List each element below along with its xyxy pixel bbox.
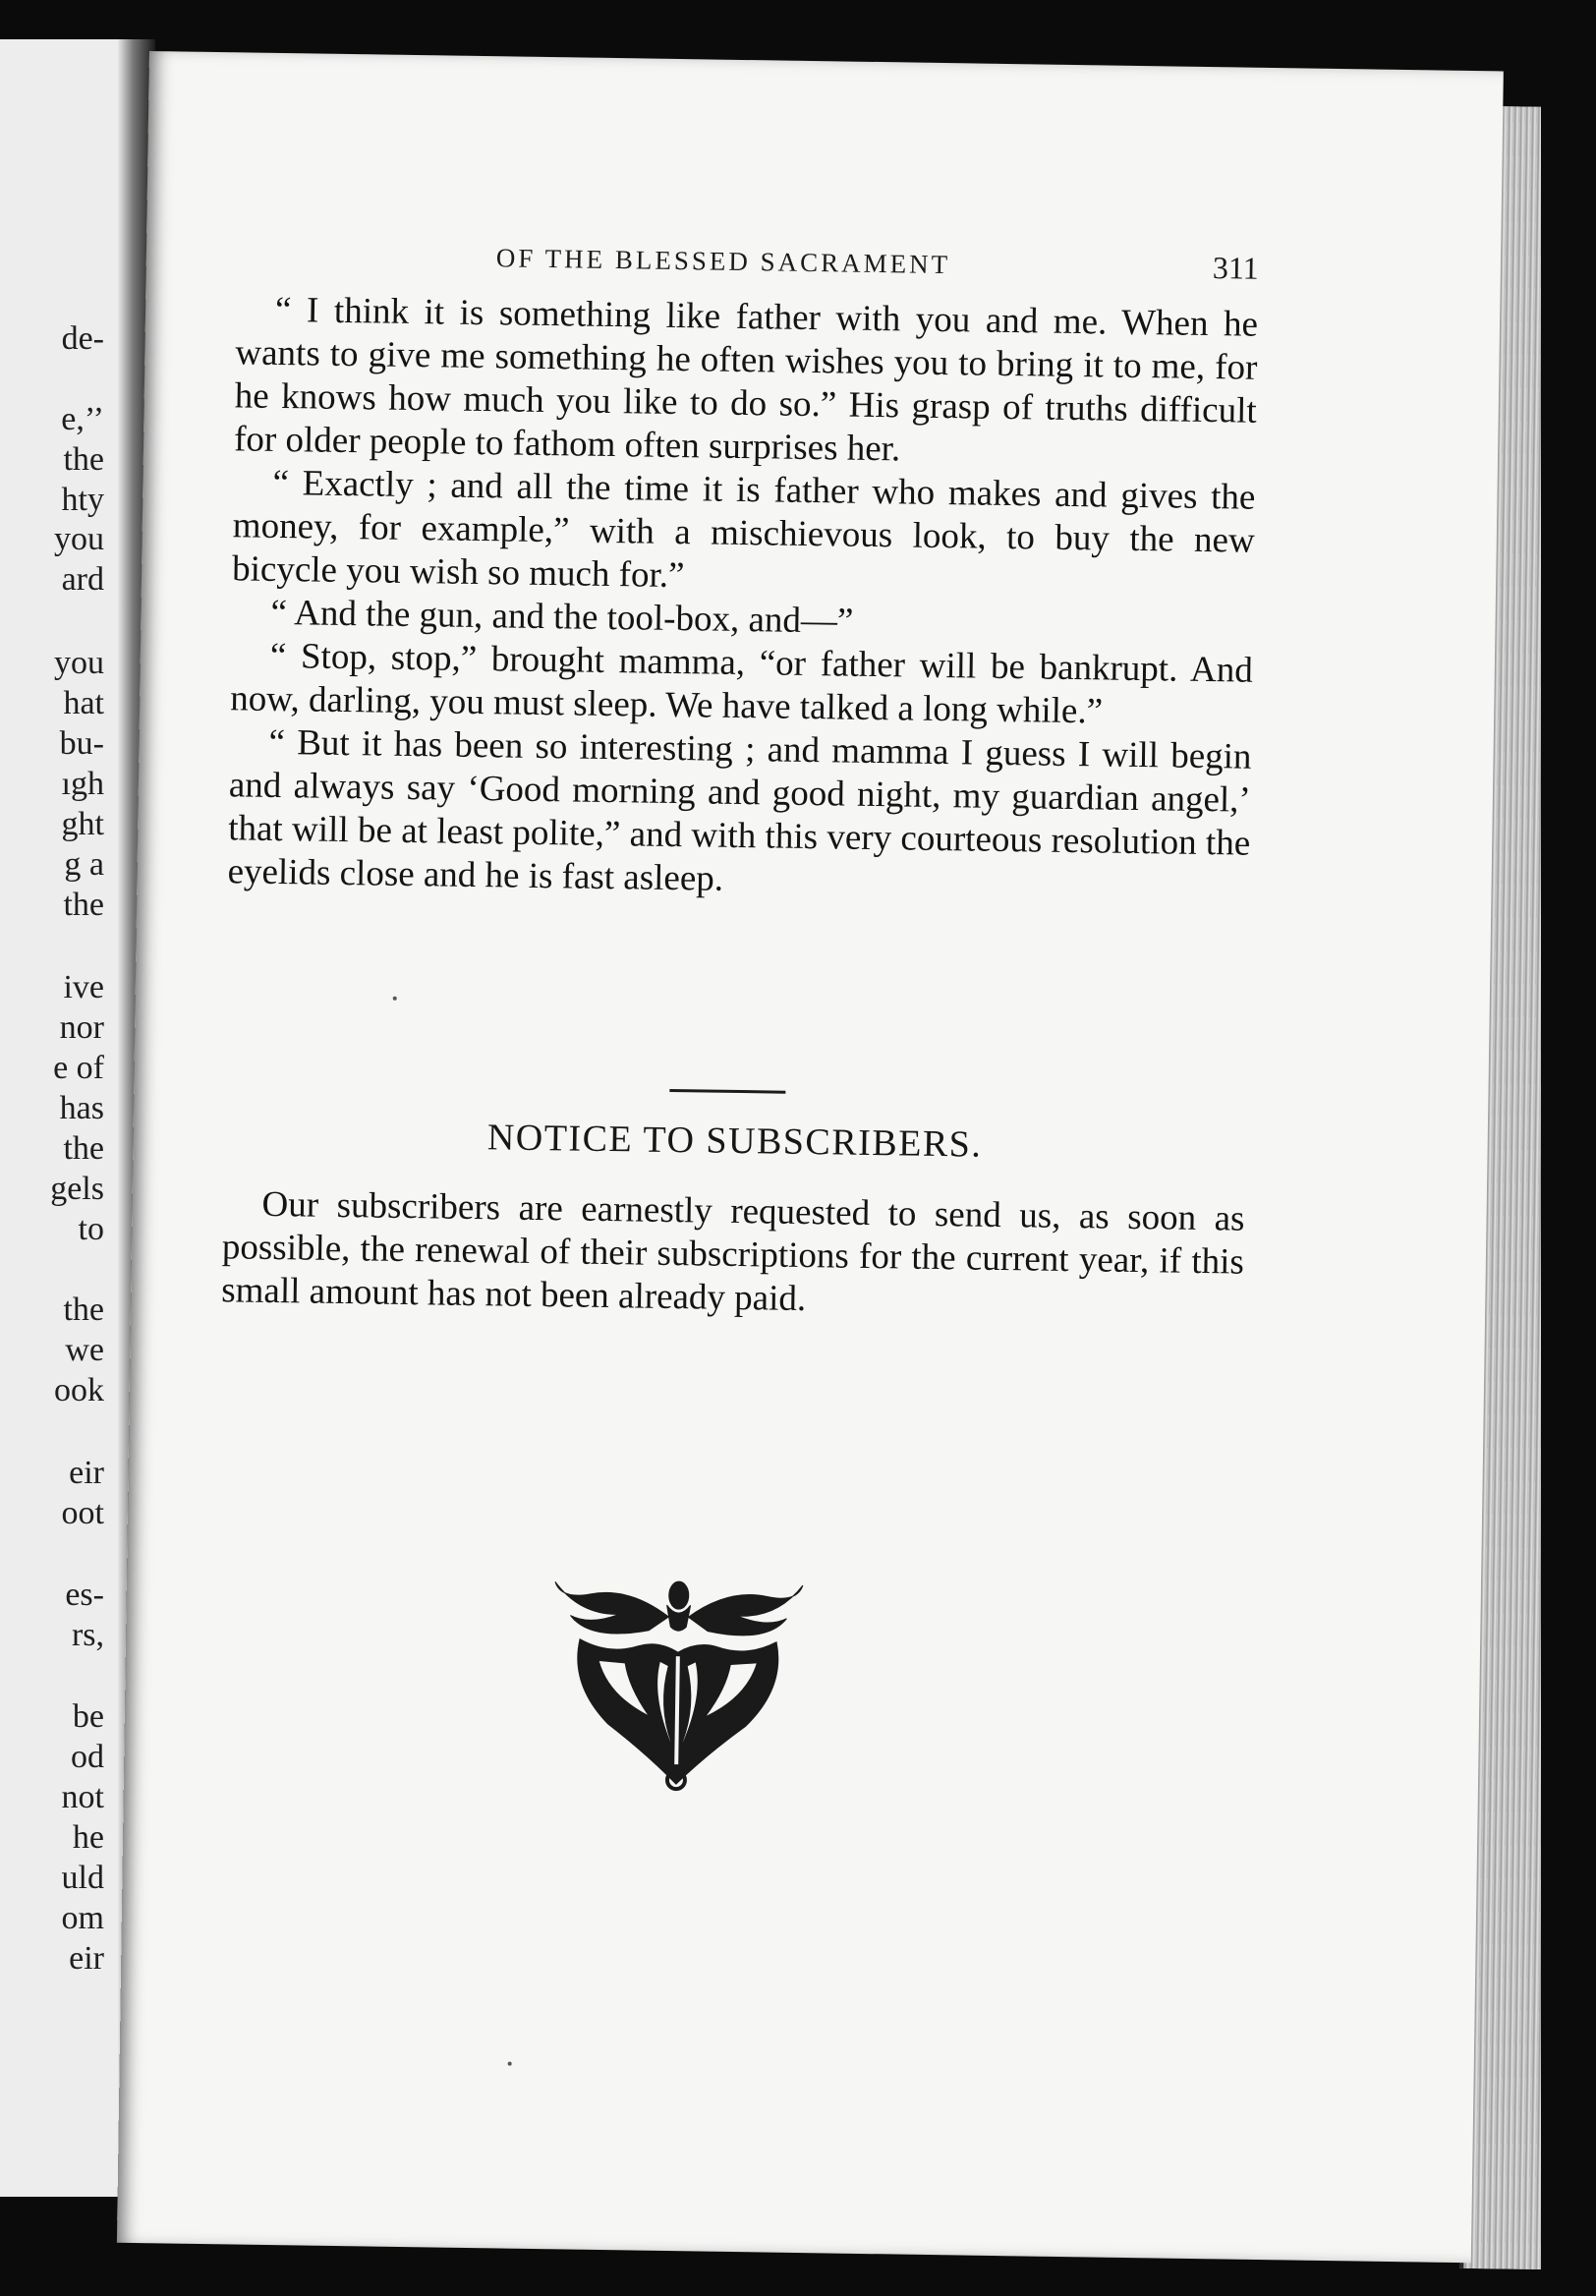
left-page-line: be	[72, 1698, 104, 1735]
left-page-line: the	[63, 887, 104, 923]
left-page-line: to	[78, 1211, 104, 1247]
story-text	[227, 288, 1258, 908]
notice-body: Our subscribers are earnestly requested to send us, as soon as possible, the renewal of their subscriptions for the current year, if this small amount has not been already paid.	[221, 1183, 1245, 1320]
left-page-line: you	[54, 521, 104, 557]
left-page-line: ard	[61, 561, 104, 598]
left-page-line: he	[72, 1819, 104, 1856]
book-page	[117, 51, 1504, 2263]
left-page-line: the	[63, 441, 104, 478]
left-page-line: de-	[61, 320, 104, 357]
left-page-line: e of	[53, 1050, 104, 1086]
floral-tailpiece-ornament-icon	[548, 1576, 807, 1796]
left-page-line: od	[71, 1739, 104, 1775]
section-divider-rule	[669, 1089, 785, 1094]
story-paragraph: “ I think it is something like father with you and me. When he wants to give me something he often wishes you to bring it to me, for he knows how much you like to do so.” His grasp of truths difficult for older people to fathom often surprises her.	[233, 289, 1259, 470]
left-page-line: has	[59, 1090, 104, 1126]
left-page-line: not	[61, 1779, 104, 1815]
story-paragraph: “ Exactly ; and all the time it is father who makes and gives the money, for example,” with a mischievous look, to buy the new bicycle you wish so much for.”	[231, 462, 1256, 597]
paper-speck	[508, 2062, 512, 2066]
story-paragraph: “ Stop, stop,” brought mamma, “or father will be bankrupt. And now, darling, you must sleep. We have talked a long while.”	[229, 635, 1254, 732]
left-page-line: the	[63, 1292, 104, 1328]
story-paragraph: “ But it has been so interesting ; and mamma I guess I will begin and always say ‘Good morning and good night, my guardian angel,’ that will be at least polite,” and with this very courteous resolution the eyelids close and he is fast asleep.	[227, 721, 1252, 899]
left-page-line: eir	[69, 1940, 104, 1977]
left-page-line: g a	[64, 846, 104, 883]
left-page-line: uld	[61, 1860, 104, 1896]
story-paragraph: “ And the gun, and the tool-box, and—”	[270, 592, 854, 642]
left-page-line: ook	[54, 1372, 104, 1408]
left-page-line: rs,	[71, 1617, 104, 1653]
left-page-line: oot	[61, 1495, 104, 1531]
left-page-line: gels	[50, 1171, 104, 1207]
left-page-line: ght	[61, 806, 104, 842]
page-number: 311	[1212, 250, 1259, 286]
left-page-line: hty	[61, 482, 104, 518]
running-head: OF THE BLESSED SACRAMENT	[495, 243, 951, 280]
left-page-line: ıgh	[61, 766, 104, 802]
left-page-line: hat	[63, 685, 104, 721]
left-page-line: nor	[59, 1009, 104, 1046]
left-page-line: eir	[69, 1455, 104, 1491]
left-page-line: we	[65, 1332, 104, 1368]
left-page-line: the	[63, 1130, 104, 1167]
left-page-line: es-	[65, 1577, 104, 1613]
book-right-shadow	[1541, 88, 1596, 2280]
notice-heading: NOTICE TO SUBSCRIBERS.	[486, 1117, 983, 1166]
paper-speck	[393, 997, 397, 1001]
left-page-line: om	[61, 1900, 104, 1936]
left-page-line: bu-	[59, 725, 104, 762]
left-page-line: e,’’	[61, 401, 104, 437]
left-page-line: you	[54, 645, 104, 681]
left-page-line: ive	[63, 969, 104, 1005]
